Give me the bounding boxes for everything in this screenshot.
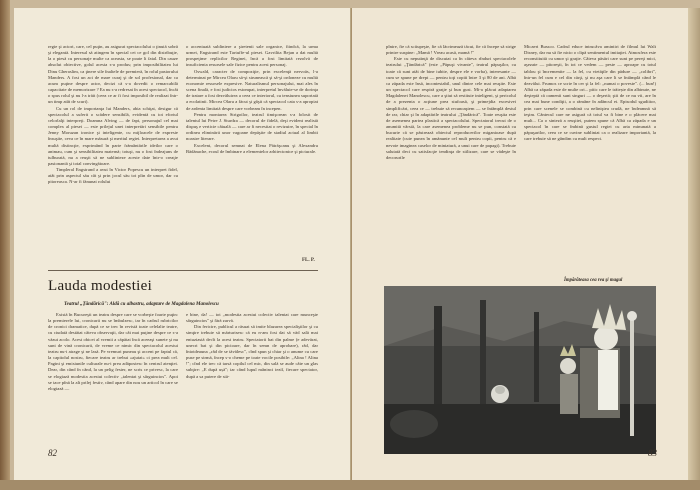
paragraph: regie şi actori, care, cel puţin, au asigurat spectacolului o ţinută sobră şi elegantă. Interesul să atingem în special cei ce gol din distribuţie, la o piesă cu personaje multe ca aceasta, se poate li fatal. Din cauze absolut obiective, golul acesta s-a produs; prin imposibilitatea lui Dinu Gheraslim, ca ţinere sile înaltele de premieră, în rolul pastorului Manders. A fost un act de mare curaj şi de sol profesional, dar ca acum puţine despre actor, decizi că s-a dovedit o remarcabilă capacitate de memorizare ? Ea nu s-a redresat în acest spectacol, încât o spus rolul şi nu l-a trăit (ceea ce ar fi fost imposibil de realizat într-un timp atât de scurt). [48, 44, 178, 105]
paragraph: pînire, fie că sciiupeşte, fie că lăcrimează tăcut, fie că începe să strige printre suspine: „Mamă ! Vreau acasă, mamă !" [386, 44, 516, 56]
right-page [352, 8, 688, 480]
photo-caption: Împărăteasa cea rea şi magul [564, 278, 623, 283]
paragraph: Micaeri Bussco. Cadrul educe intrucâva amintiri de filmul lui Walt Disney, dar nu să fie nicio o clipă sentimentul imitaţiei. Atmosfera este reconstituită cu umor şi graţie. Câteva păsări care sunt pe pereţi mici, aşezate — pitoreşti, în tot ce vedem — peste — aproape cu totul tablou şi încremenite — la fel, cu vietăţile din pădure — „colibri", într-un fel cum e cel din cărţi, şi nu aşa care li se întâmplă când le dezvălui. Frumos ce scrie în cer şi la fel: „numai o poveste". (... bun!) Albă ca zăpada este de multe ori... pitic care le trăiește din albinute, ne deşteptă că oamenii sunt singuri — o deşertă; ştii de ce nu vii, are în cea mai bune condiţii, a o rămâne în adâncul ei. Episodul sgudiitor, prin care scenele se combină cu neliniştea crudă, ne îndeamnă să ieşim. Cântecul care ne asigură că totul va fi bine e o plăcere mai mult... Ca o sinteză a reuşitei, putem spune că Albă ca zăpada e un spectacol în care se îmbină gustul regiei cu arta minunată a păpuşarilor, ceea ce se cuvine subliniat ca o realizare importantă, la care trebuie să ne gândim cu mult respect. [524, 44, 656, 142]
paragraph: o accentuată subliniere a şiretenii sale organice, fiindcă, la urma urmei, Engstrand este Tartuffe-ul piesei. Gavrilita Bejan a dat multă prospeţime replicilor Reginei, încă a fost limitată rezolvă de insuficienta resursele sale fizice pentru acest personaj. [186, 44, 318, 68]
book-spine [0, 0, 10, 490]
right-column-2 [524, 44, 656, 276]
paragraph: Există în Bucureşti un teatru despre care se vorbeşte foarte puţin: la premierele lui, cronicarii nu se îmbulzesc, iar în cadrul rubricilor de cronici dramatice, după ce se trec în revistă toate celelalte teatre, cu ciudată destătat câteva observaţii, dar cât mai puţine despre ce s-a văzut acolo. Acest obicei al vremii a căpătat încă aceeaşi sunete şi nu sunt de vină cronicarii, de vreme ce nimic din spectacolul acestui teatru nu-i atrage şi ne lasă. Pe vremuri puneau şi accent pe faptul că, la capitolul nostru, fiecare teatru ar trebui «ajutat» ci prea mult cel. Pagini şi emisiunile culturale nu-i prea adăpostesc în centrul atenţiei. Dear, din când în când, la un pelig fester, ne scris ce privesc, la care se elogiază modestia acestui colectiv „talentat şi sârguincios". Apoi se tace pînă la alt prilej festiv, când apare din nou un articol în care se elogiază — [48, 312, 178, 391]
left-column-3 [48, 312, 178, 460]
paragraph: Oswald, caracter de compoziţie, prin excelenţă nervoăs, l-a determinat pe Mircea Olaru să-şi strunească şi să-şi ordoneze cu multă economie resursele expresive. Naturalismul personajului, mai ales în scena finală, e fost judicios estompat, interpretul învăluie-se de dorinţa de tratare a fost dezvăluirea a ceea ce interiorul, cu tensiunea suportată a ecolatinii. Mircea Olaru a făcut şi gâşit că spectacol cata s-a apropiat de ardenta limitată despre care vorbeam în incepen. [186, 68, 318, 111]
page-number: 83 [648, 448, 657, 458]
paragraph: Excelent, decorul semnat de Elena Pătrăşcanu şi Alexandru Bădănache, ecoul de îmbinare a elementelor arhitectonice şi picturale. [186, 142, 318, 154]
paragraph: Este cu neputinţă de discutat ca în câteva rînduri spectacolele teatrului „Ţăndărică" (este „Păpuşi vivante", teatrul păpuşilor, cu toate că sunt atât de bine iubite, despre ele e vorba), interesante — cum se spune pe drept — pentru toţi copiii între 3 şi 80 de ani. Albă ca zăpada este însă, incontestabil, unul dintre cele mai reuşite. Este un spectacol care respiră graţie şi bun gust. Mi-a plăcut adaptarea Magdalenei Manolescu, care a ştiut să restituie inteligent, şi pericolul de a prezenta o acţiune prea stufoasă, şi primejdia excesivei simplificări, ceea ce — trebuie să recunoaştem — se întâmplă destul de rar, chiar şi în adaptările teatrului „Ţăndărică". Toate reuşita este de asemenea partea plastică a spectacolului. Spectatorul trecut de o anumită vârstă, la care asemenea probleme nu se pun, constată cu bucurie că se păstrează obiectul reproducerilor miganioase după realitate (cute punea în amănunte cel mult pentru copii, pentru că e nevoie imaginea caselor de miniatură, a unui care de papagi). Trebuie salutată deci cu satisfacţie tendinţa de stilizare, care se vădeşte în decorurile [386, 56, 516, 160]
paragraph: e bine, da! — tot „modestia acestui colectiv talentat care munceşte sârguincios" şi fără zarvă. [186, 312, 318, 324]
left-page [14, 8, 351, 480]
puppet-theatre-photo [384, 286, 656, 454]
page-edge [688, 8, 700, 480]
article-signature: FL. P. [302, 258, 315, 263]
left-column-2 [186, 44, 318, 256]
table-surface [0, 480, 700, 490]
page-number: 82 [48, 448, 57, 458]
article-subtitle: Teatrul „Ţăndărică": Aldă cu albastru, adaptare de Magdalena Manolescu [64, 302, 219, 307]
puppet-scene-image [384, 286, 656, 454]
paragraph: Din fericire, publicul a răsuat să imite blazarea specialiştilor şi cu simţire trebuie să mărturisesc că eu n-am fost dat să văd sală mai entuziastă decît la acest teatru. Spectatorii bat din palme (e adevărat, unecri bat şi din picioare, dar în semn de aprobare), râd, dar întotdeauna „râd de se tăvălesc", cînd spun şi chiar şi o anume cu care puse pe strmă, încep s-o cheme pe toate vocile posibile: „Alina ! Alina !"; cînd ele trec că tarsă copilul cel mic, din sală se aude câte un glas subţire: „E după ușă"; iar când lupul mâninci ieziî, fiecare spectator, după a sa putere de stă- [186, 324, 318, 379]
section-divider [48, 270, 318, 271]
left-column-4 [186, 312, 318, 460]
right-column-1 [386, 44, 516, 276]
left-column-1 [48, 44, 178, 272]
paragraph: Timpleral Engstrand a avut în Victor Popescu un interpret fidel, atât prin aspectul său cât şi prin jocul său tot plin de umor, dar cu pitoreasca. N-ar fi fănunat rolului [48, 167, 178, 185]
paragraph: Pentru montarea Strigoilor, teatrul timişorean s-a folosit de talentul lui Petre J. Sturdza — decorul de fidelă, deşi evident realistă dispuş e verticie câtuală — care ar fi necesitat o revizuire, în special în ordinea eliminării unor vagoane depăşite de stadiul actual al limbii noastre literare. [186, 111, 318, 142]
paragraph: Cu un rol de importanţa lui Manders, abia schiţat, desigur că spectacolul a suferit o scădere sensibilă, evidentă cu tot efortul celorlalţi interpreţi. Doamna Alving — de fapt, personajul cel mai complex al piesei — este prilejul unei interpretări sensibile pentru Jenny Moruzan ironice şi inteligente, cu mijloacele de expresie însuşite, ceva ce în mare măsură şi meritul regiei. Interpretarea a avut multă distincţie, exprimând în parte frământările ideilor care o animau, cum şi sensibilitatea maternă; totuşi, nu o fost îndeajuns de tulburată, nu a reuşit să ne sublinieze aceste date într-o creaţie pasionantă şi total convingătoare. [48, 105, 178, 166]
article-title: Lauda modestiei [48, 278, 153, 294]
